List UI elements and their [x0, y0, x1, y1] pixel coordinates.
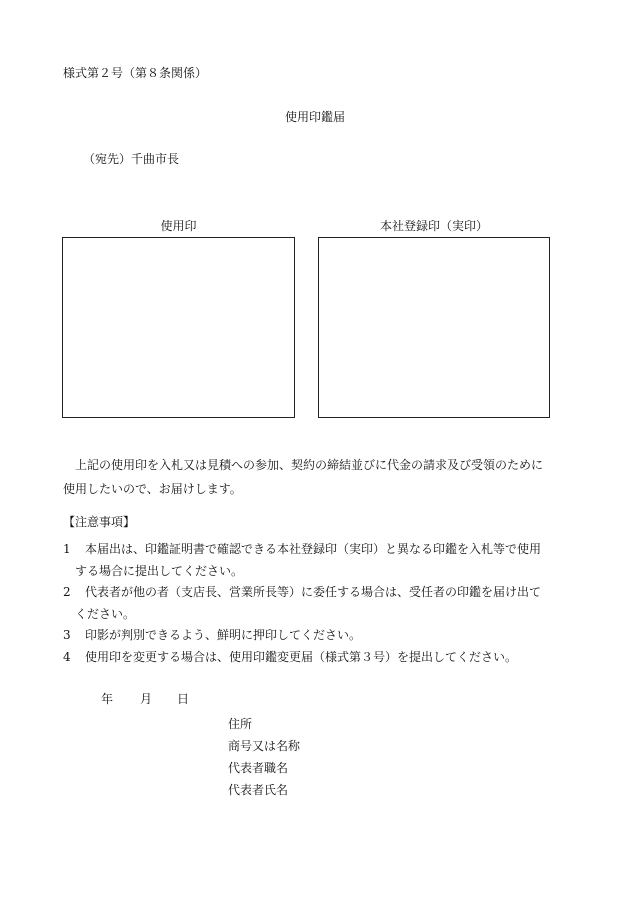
use-seal-box[interactable]: [62, 237, 295, 418]
note-number: 1: [63, 542, 71, 556]
note-item: [63, 538, 583, 582]
note-number: 2: [63, 585, 71, 599]
form-number: 様式第２号（第８条関係）: [63, 66, 208, 80]
note-text: 使用印を変更する場合は、使用印鑑変更届（様式第３号）を提出してください。: [85, 650, 518, 664]
date-month-label[interactable]: 月: [140, 692, 153, 706]
date-day-label[interactable]: 日: [177, 692, 190, 706]
note-item: [63, 646, 583, 668]
addressee: （宛先）千曲市長: [83, 152, 180, 166]
statement-line-2: 使用したいので、お届けします。: [63, 482, 242, 496]
note-item: [63, 624, 583, 646]
note-number: 4: [63, 650, 71, 664]
applicant-rep-name-label[interactable]: 代表者氏名: [228, 783, 289, 797]
registered-seal-box[interactable]: [318, 237, 550, 418]
date-line: [101, 692, 189, 706]
registered-seal-label: 本社登録印（実印）: [379, 219, 488, 233]
note-text: 代表者が他の者（支店長、営業所長等）に委任する場合は、受任者の印鑑を届け出て: [85, 585, 542, 599]
notes-heading: 【注意事項】: [63, 515, 136, 529]
applicant-rep-title-label[interactable]: 代表者職名: [228, 761, 289, 775]
applicant-trade-name-label[interactable]: 商号又は名称: [228, 739, 301, 753]
use-seal-label: 使用印: [160, 219, 197, 233]
statement-paragraph: [63, 453, 578, 501]
note-text: 印影が判別できるよう、鮮明に押印してください。: [85, 628, 362, 642]
applicant-address-label[interactable]: 住所: [228, 717, 253, 731]
note-text: 本届出は、印鑑証明書で確認できる本社登録印（実印）と異なる印鑑を入札等で使用: [85, 542, 542, 556]
date-year-label[interactable]: 年: [101, 692, 114, 706]
document-title: 使用印鑑届: [284, 110, 345, 124]
note-text-continued: ください。: [75, 607, 136, 621]
applicant-block: [228, 713, 300, 801]
note-text-continued: する場合に提出してください。: [75, 564, 244, 578]
statement-line-1: [63, 453, 578, 477]
note-item: [63, 581, 583, 625]
statement-text-1: 上記の使用印を入札又は見積への参加、契約の締結並びに代金の請求及び受領のために: [75, 458, 544, 472]
note-number: 3: [63, 628, 71, 642]
